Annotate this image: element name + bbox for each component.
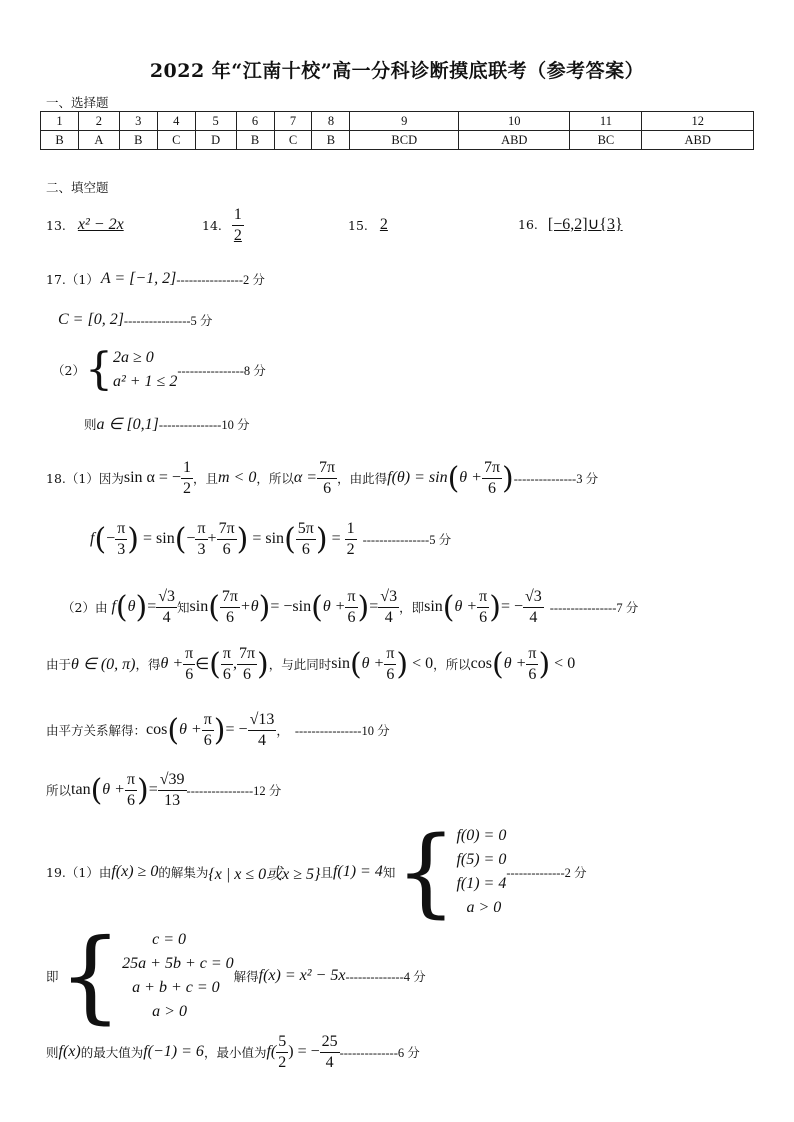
answer-value: x² − 2x xyxy=(77,216,124,233)
score-marker: ----------------12 分 xyxy=(186,784,282,798)
score-marker: --------------2 分 xyxy=(506,866,587,880)
score-marker: ---------------10 分 xyxy=(158,418,250,432)
table-cell: B xyxy=(236,131,274,150)
math-expression: m < 0 xyxy=(217,469,257,486)
text: ，由此得 xyxy=(337,471,388,486)
left-brace: { xyxy=(84,344,113,395)
q18-line-3: （2）由 f ( θ ) = $\frac{√3}{4}$ 知 sin ( $\frac{7\pi}{6}$ +θ ) = −sin ( θ + $\frac{\pi}{6}$ ) = $\frac{√3}{4}$ ，即 sin ( θ + $\frac{\pi}{6}$ ) = − $\frac{√3}{4}$ ----------------7 分 xyxy=(62,587,639,626)
score-marker: --------------4 分 xyxy=(345,970,426,984)
q17-line-4 xyxy=(84,414,249,434)
table-cell: D xyxy=(195,131,236,150)
fraction: $\frac{7\pi}{6}$ xyxy=(483,458,501,497)
text: 19.（1）由 xyxy=(46,865,112,880)
math-expression: {x | x ≤ 0或x ≥ 5} xyxy=(208,865,321,883)
score-marker: ----------------8 分 xyxy=(177,364,266,378)
fill-answer-13 xyxy=(46,216,124,234)
section-fill-heading: 二、填空题 xyxy=(46,180,109,195)
text: 18.（1）因为 xyxy=(46,471,124,486)
fraction: $\frac{1}{2}$ xyxy=(182,458,191,497)
system-row: 25a + 5b + c = 0 xyxy=(122,955,234,972)
fraction-denominator: 2 xyxy=(233,227,242,244)
math-expression: f(x) ≥ 0 xyxy=(111,863,159,880)
condition-system xyxy=(456,824,506,920)
table-cell: 2 xyxy=(78,112,119,131)
table-cell: 3 xyxy=(119,112,157,131)
text: 的解集为 xyxy=(158,865,209,880)
answer-fraction xyxy=(232,205,244,246)
system-row: f(1) = 4 xyxy=(456,875,507,892)
system-row: f(0) = 0 xyxy=(456,827,507,844)
math-expression: α = xyxy=(293,469,318,486)
system-row: f(5) = 0 xyxy=(456,851,507,868)
table-cell: A xyxy=(78,131,119,150)
math-expression: f(θ) = sin xyxy=(387,469,448,486)
score-marker: ----------------5 分 xyxy=(362,533,452,547)
text: 且 xyxy=(320,865,333,880)
equation-system xyxy=(122,928,234,1024)
text: 由平方关系解得： xyxy=(46,723,147,738)
left-paren: ( xyxy=(447,460,460,496)
math-expression: f( xyxy=(266,1043,277,1060)
text: ，所以 xyxy=(256,471,294,486)
table-cell: BC xyxy=(570,131,642,150)
section-choice-heading: 一、选择题 xyxy=(46,95,109,110)
table-cell: B xyxy=(119,131,157,150)
math-expression: A = [−1, 2] xyxy=(100,270,177,287)
q18-line-1: 18.（1）因为 sin α = − $\frac{1}{2}$ ，且 m < 0 ，所以 α = $\frac{7\pi}{6}$ ，由此得 f(θ) = sin ( θ + $\frac{7\pi}{6}$ ) ---------------3 分 xyxy=(46,458,599,497)
text: ，最小值为 xyxy=(203,1045,267,1060)
q18-line-6: 所以 tan ( θ + $\frac{\pi}{6}$ ) = $\frac{√39}{13}$ ----------------12 分 xyxy=(46,770,282,809)
table-cell: 1 xyxy=(41,112,79,131)
answer-value: 2 xyxy=(379,216,388,233)
inequality-system xyxy=(113,346,177,394)
answer-table-number-row xyxy=(41,112,754,131)
text: 知 xyxy=(177,600,190,615)
table-cell: 7 xyxy=(274,112,312,131)
right-paren: ) xyxy=(502,460,514,496)
q17-line-1 xyxy=(46,270,265,288)
score-marker: --------------6 分 xyxy=(339,1046,420,1060)
fraction-numerator: 1 xyxy=(232,205,244,226)
system-row: a > 0 xyxy=(152,1003,187,1020)
math-expression: a ∈ [0,1] xyxy=(96,416,159,433)
fill-answer-15 xyxy=(348,216,388,234)
math-expression: C = [0, 2] xyxy=(58,311,124,328)
q19-line-3: 则 f(x) 的最大值为 f(−1) = 6 ，最小值为 f( $\frac{5}{2}$ ) = − $\frac{25}{4}$ --------------6 分 xyxy=(46,1032,420,1071)
fill-answer-14 xyxy=(202,205,244,246)
q18-line-2: f ( − $\frac{\pi}{3}$ ) = sin ( − $\frac{\pi}{3}$ + $\frac{7\pi}{6}$ ) = sin ( $\frac{5\pi}{6}$ ) = $\frac{1}{2}$ ----------------5 分 xyxy=(90,519,452,558)
table-cell: BCD xyxy=(350,131,459,150)
system-row: 2a ≥ 0 xyxy=(112,349,154,366)
question-number: 13. xyxy=(46,217,66,233)
left-brace: { xyxy=(395,816,457,928)
system-row: c = 0 xyxy=(152,931,187,948)
math-expression: sin α = − xyxy=(123,469,181,486)
math-expression: f(x) xyxy=(58,1043,81,1060)
text: 则 xyxy=(84,417,97,432)
math-expression: f(1) = 4 xyxy=(332,863,383,880)
fraction: $\frac{7\pi}{6}$ xyxy=(319,458,336,497)
left-brace: { xyxy=(58,917,123,1034)
question-number: 14. xyxy=(202,218,222,233)
part-label: （2） xyxy=(52,363,85,378)
q17-line-2 xyxy=(58,311,212,329)
text: ，与此同时 xyxy=(268,657,332,672)
score-marker: ---------------3 分 xyxy=(513,472,599,486)
math-expression: ) = − xyxy=(288,1043,320,1060)
page-title: 2022 年“江南十校”高一分科诊断摸底联考（参考答案） xyxy=(149,60,645,82)
part-label: （1） xyxy=(65,272,99,287)
text: 的最大值为 xyxy=(80,1045,144,1060)
table-cell: 5 xyxy=(195,112,236,131)
table-cell: 12 xyxy=(642,112,754,131)
text: ，得 xyxy=(135,657,161,672)
q18-line-4: 由于 θ ∈ (0, π) ，得 θ + $\frac{\pi}{6}$ ∈ ( $\frac{\pi}{6}$ , $\frac{7\pi}{6}$ ) ，与此同时 sin ( θ + $\frac{\pi}{6}$ ) < 0 ，所以 cos ( θ + $\frac{\pi}{6}$ ) < 0 xyxy=(46,644,576,683)
text: 知 xyxy=(382,865,396,880)
table-cell: B xyxy=(41,131,79,150)
text: ， xyxy=(276,723,289,738)
answer-value: [−6,2]∪{3} xyxy=(547,216,623,233)
math-expression: f(x) = x² − 5x xyxy=(258,967,346,984)
score-marker: ----------------7 分 xyxy=(549,601,639,615)
table-cell: 10 xyxy=(459,112,570,131)
question-number: 17. xyxy=(46,271,66,287)
text: 即 xyxy=(46,969,59,984)
table-cell: 9 xyxy=(350,112,459,131)
math-expression: f(−1) = 6 xyxy=(143,1043,204,1060)
text: 所以 xyxy=(46,783,72,798)
text: 由于 xyxy=(46,657,72,672)
table-cell: B xyxy=(312,131,350,150)
table-cell: ABD xyxy=(459,131,570,150)
system-row: a² + 1 ≤ 2 xyxy=(112,373,178,390)
question-number: 16. xyxy=(518,216,538,232)
question-number: 15. xyxy=(348,217,368,233)
fill-answer-16 xyxy=(518,214,623,234)
text: ，所以 xyxy=(433,657,471,672)
system-row: a > 0 xyxy=(466,899,502,916)
table-cell: 8 xyxy=(312,112,350,131)
score-marker: ----------------2 分 xyxy=(176,273,265,287)
table-cell: 11 xyxy=(570,112,642,131)
score-marker: ----------------10 分 xyxy=(294,724,390,738)
text: ，即 xyxy=(399,600,425,615)
q18-line-5: 由平方关系解得： cos ( θ + $\frac{\pi}{6}$ ) = − $\frac{√13}{4}$ ， ----------------10 分 xyxy=(46,710,390,749)
q19-line-2 xyxy=(46,917,426,1034)
text: 则 xyxy=(46,1045,59,1060)
text: 解得 xyxy=(233,969,259,984)
table-cell: C xyxy=(274,131,312,150)
answer-table xyxy=(40,111,754,150)
table-cell: 4 xyxy=(157,112,195,131)
score-marker: ----------------5 分 xyxy=(123,314,213,328)
text: （2）由 xyxy=(62,600,108,615)
system-row: a + b + c = 0 xyxy=(132,979,220,996)
table-cell: C xyxy=(157,131,195,150)
q17-line-3 xyxy=(52,346,266,394)
q19-line-1 xyxy=(46,816,587,928)
answer-table-answer-row xyxy=(41,131,754,150)
table-cell: 6 xyxy=(236,112,274,131)
text: ，且 xyxy=(192,471,218,486)
table-cell: ABD xyxy=(642,131,754,150)
math-expression: θ ∈ (0, π) xyxy=(71,656,136,673)
